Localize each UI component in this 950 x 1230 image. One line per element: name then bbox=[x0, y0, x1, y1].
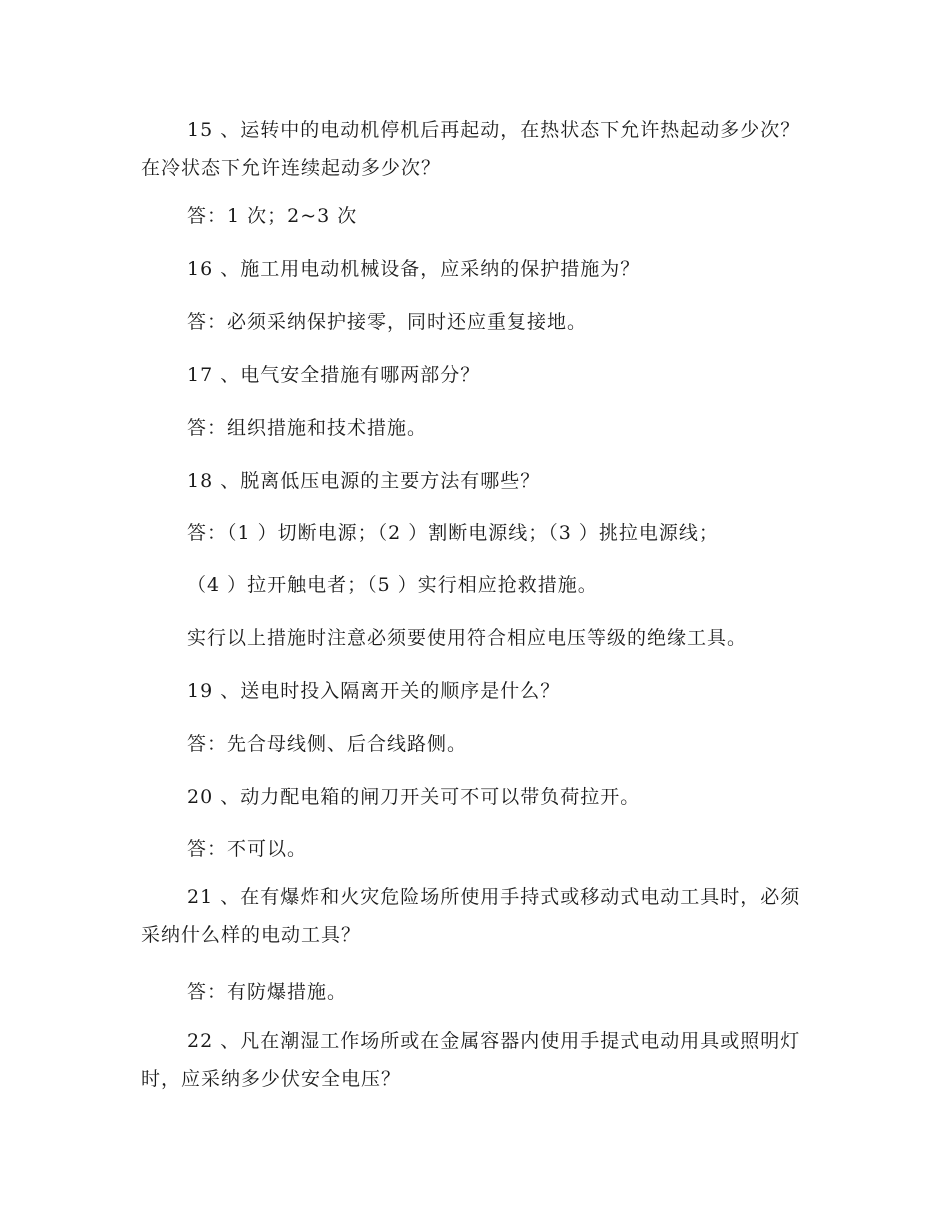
question-20: 20 、动力配电箱的闸刀开关可不可以带负荷拉开。 bbox=[187, 786, 641, 808]
question-15: 15 、运转中的电动机停机后再起动，在热状态下允许热起动多少次？在冷状态下允许连续起动多少次？ bbox=[141, 119, 801, 179]
answer-15: 答：1 次；2~3 次 bbox=[187, 205, 358, 227]
answer-18-line-2: （4 ）拉开触电者；（5 ）实行相应抢救措施。 bbox=[187, 574, 598, 596]
question-18: 18 、脱离低压电源的主要方法有哪些？ bbox=[187, 470, 541, 492]
answer-19: 答：先合母线侧、后合线路侧。 bbox=[187, 733, 468, 755]
question-19: 19 、送电时投入隔离开关的顺序是什么？ bbox=[187, 680, 561, 702]
answer-21: 答：有防爆措施。 bbox=[187, 981, 348, 1003]
question-17: 17 、电气安全措施有哪两部分？ bbox=[187, 364, 481, 386]
answer-17: 答：组织措施和技术措施。 bbox=[187, 417, 428, 439]
question-16: 16 、施工用电动机械设备，应采纳的保护措施为？ bbox=[187, 258, 641, 280]
answer-18-note: 实行以上措施时注意必须要使用符合相应电压等级的绝缘工具。 bbox=[187, 627, 748, 649]
question-22: 22 、凡在潮湿工作场所或在金属容器内使用手提式电动用具或照明灯时，应采纳多少伏安全电压？ bbox=[141, 1030, 801, 1090]
answer-20: 答：不可以。 bbox=[187, 838, 308, 860]
answer-16: 答：必须采纳保护接零，同时还应重复接地。 bbox=[187, 311, 588, 333]
answer-18-line-1: 答：（1 ）切断电源；（2 ）割断电源线；（3 ）挑拉电源线； bbox=[187, 522, 719, 544]
question-21: 21 、在有爆炸和火灾危险场所使用手持式或移动式电动工具时，必须采纳什么样的电动工具？ bbox=[141, 886, 801, 946]
